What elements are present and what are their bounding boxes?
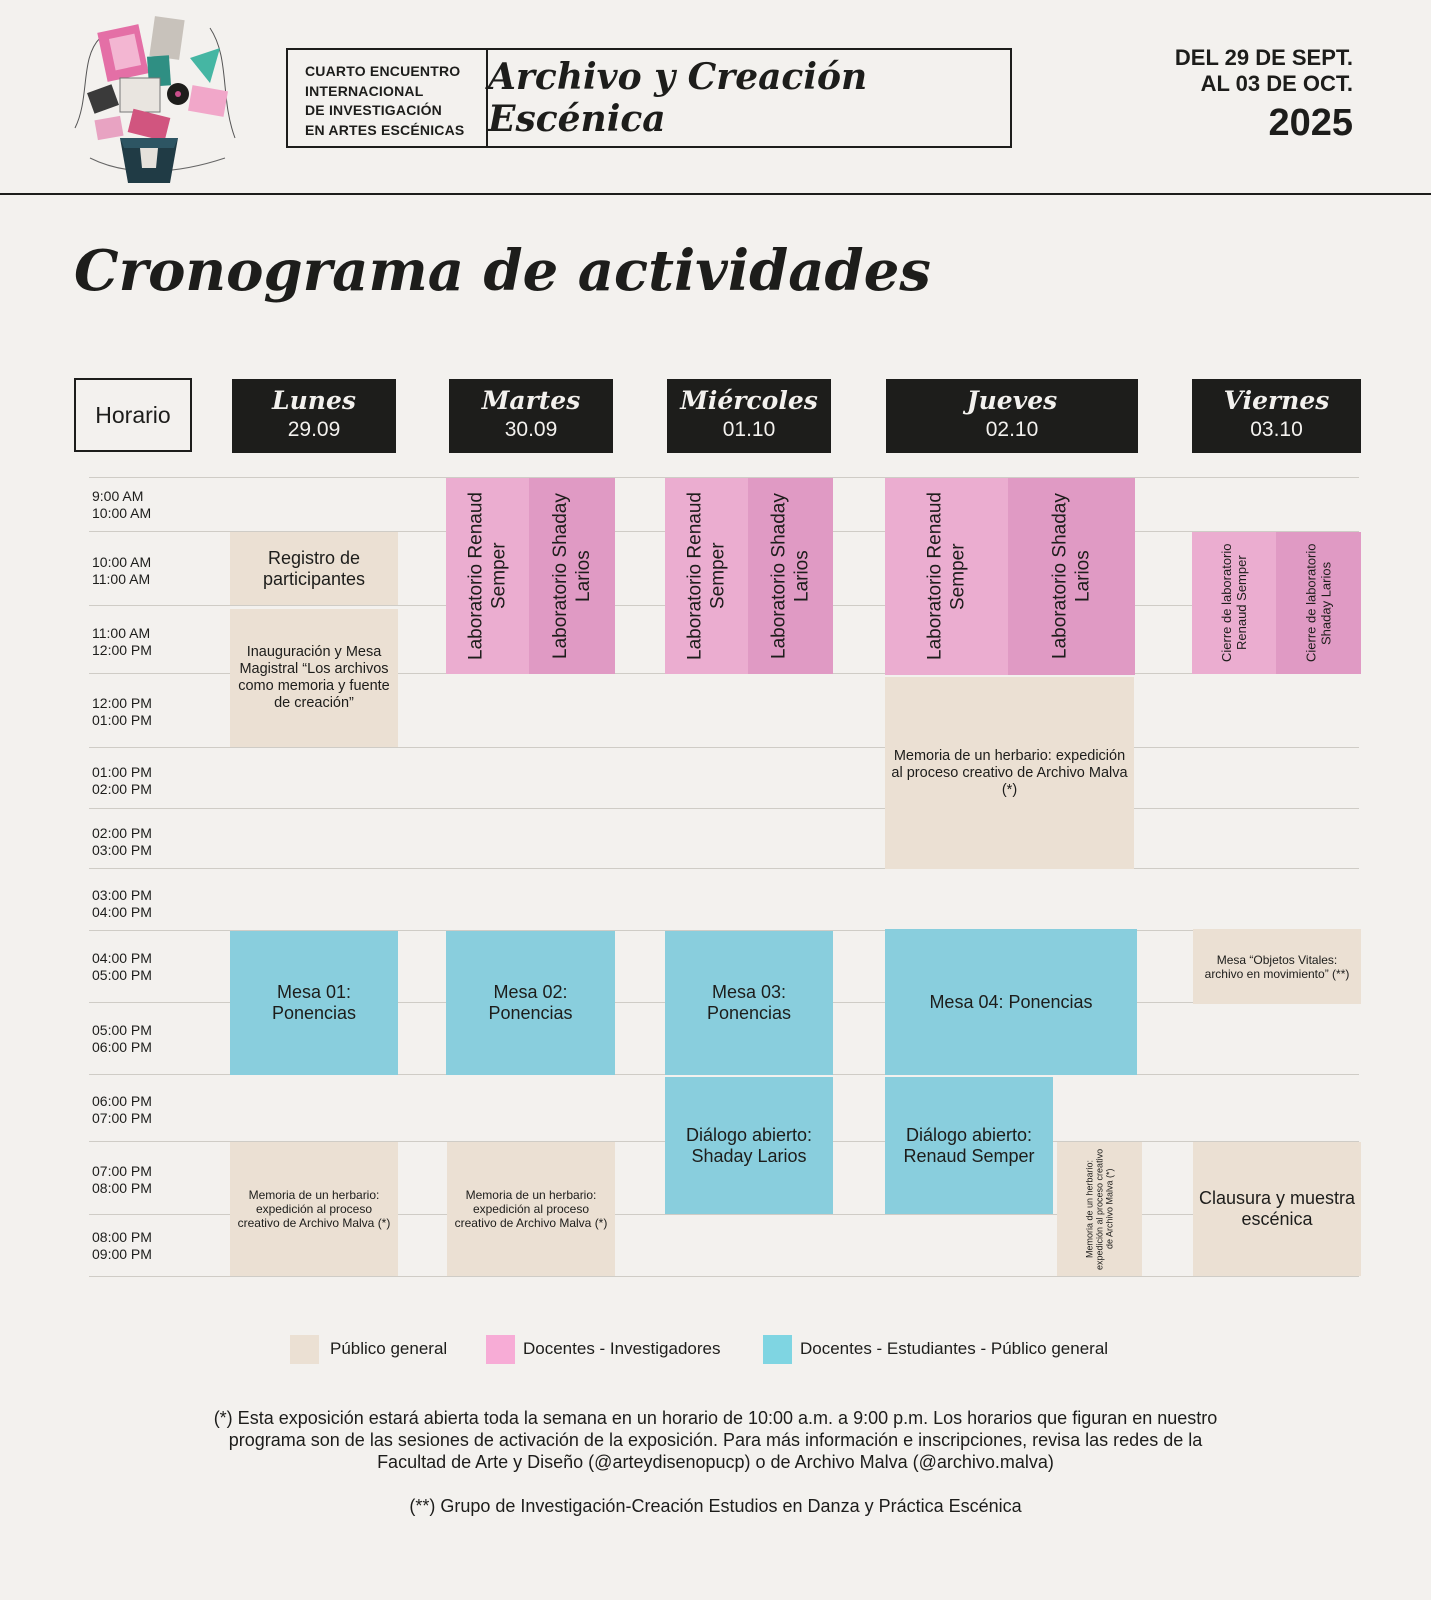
- time-slot: [92, 887, 152, 921]
- legend-swatch-publico-general: [290, 1335, 319, 1364]
- time-end: 11:00 AM: [92, 571, 151, 587]
- day-name: Martes: [481, 386, 581, 415]
- event-memoria-herbario: Memoria de un herbario: expedición al proceso creativo de Archivo Malva (*): [230, 1142, 398, 1276]
- time-slot: [92, 825, 152, 859]
- grid-line: [89, 808, 1359, 809]
- time-end: 06:00 PM: [92, 1039, 152, 1055]
- event-mesa-01: Mesa 01: Ponencias: [230, 931, 398, 1075]
- time-start: 04:00 PM: [92, 950, 152, 966]
- time-end: 09:00 PM: [92, 1246, 152, 1262]
- time-start: 01:00 PM: [92, 764, 152, 780]
- event-subtitle-line: INTERNACIONAL: [305, 82, 424, 99]
- day-name: Viernes: [1223, 386, 1330, 415]
- event-clausura: Clausura y muestra escénica: [1193, 1142, 1361, 1276]
- legend-label: Docentes - Estudiantes - Público general: [800, 1339, 1109, 1358]
- event-subtitle: [288, 50, 488, 146]
- time-slot: [92, 488, 151, 522]
- event-cierre-lab-renaud: Cierre de laboratorio Renaud Semper: [1192, 532, 1276, 674]
- grid-line: [89, 868, 1359, 869]
- event-lab-shaday: Laboratorio Shaday Larios: [529, 478, 615, 674]
- event-lab-shaday: Laboratorio Shaday Larios: [748, 478, 833, 674]
- event-lab-shaday: Laboratorio Shaday Larios: [1008, 478, 1135, 675]
- event-cierre-lab-shaday: Cierre de laboratorio Shaday Larios: [1276, 532, 1361, 674]
- time-start: 9:00 AM: [92, 488, 144, 504]
- time-end: 05:00 PM: [92, 967, 152, 983]
- footnote-line: (*) Esta exposición estará abierta toda la semana en un horario de 10:00 a.m. a 9:00 p.m. Los horarios que figuran en nuestro: [213, 1408, 1218, 1428]
- time-start: 03:00 PM: [92, 887, 152, 903]
- page-title: Cronograma de actividades: [74, 238, 931, 304]
- event-lab-renaud: Laboratorio Renaud Semper: [885, 478, 1008, 675]
- event-title: Archivo y Creación Escénica: [488, 56, 868, 140]
- time-slot: [92, 950, 152, 984]
- footnote-line: Facultad de Arte y Diseño (@arteydisenopucp) o de Archivo Malva (@archivo.malva): [377, 1452, 1054, 1472]
- time-slot: [92, 554, 151, 588]
- time-start: 06:00 PM: [92, 1093, 152, 1109]
- footnote-grupo-investigacion: (**) Grupo de Investigación-Creación Estudios en Danza y Práctica Escénica: [409, 1496, 1022, 1516]
- day-header-lunes: [232, 379, 396, 453]
- day-date: 30.09: [504, 418, 558, 441]
- time-start: 12:00 PM: [92, 695, 152, 711]
- event-dialogo-shaday: Diálogo abierto: Shaday Larios: [665, 1077, 833, 1214]
- event-collage-logo: [60, 8, 250, 188]
- legend-swatch-docentes-investigadores: [486, 1335, 515, 1364]
- time-slot: [92, 1093, 152, 1127]
- event-memoria-herbario: Memoria de un herbario: expedición al proceso creativo de Archivo Malva (*): [447, 1142, 615, 1276]
- time-end: 08:00 PM: [92, 1180, 152, 1196]
- time-start: 11:00 AM: [92, 625, 151, 641]
- time-end: 12:00 PM: [92, 642, 152, 658]
- event-subtitle-line: EN ARTES ESCÉNICAS: [305, 121, 465, 138]
- time-start: 10:00 AM: [92, 554, 152, 570]
- event-subtitle-line: DE INVESTIGACIÓN: [305, 102, 442, 118]
- day-name: Lunes: [272, 386, 356, 415]
- event-dates: [1175, 45, 1353, 147]
- date-range-end: AL 03 DE OCT.: [1200, 71, 1353, 96]
- time-slot: [92, 1022, 152, 1056]
- event-dialogo-renaud: Diálogo abierto: Renaud Semper: [885, 1077, 1053, 1214]
- time-start: 08:00 PM: [92, 1229, 152, 1245]
- event-year: 2025: [1268, 102, 1353, 144]
- time-start: 07:00 PM: [92, 1163, 152, 1179]
- event-inauguracion: Inauguración y Mesa Magistral “Los archivos como memoria y fuente de creación”: [230, 609, 398, 747]
- legend-label: Docentes - Investigadores: [523, 1339, 721, 1358]
- event-registro: Registro de participantes: [230, 532, 398, 605]
- legend-swatch-docentes-estudiantes: [763, 1335, 792, 1364]
- time-end: 03:00 PM: [92, 842, 152, 858]
- time-slot: [92, 764, 152, 798]
- time-end: 02:00 PM: [92, 781, 152, 797]
- footnote-exposicion: [0, 1407, 1431, 1473]
- day-date: 03.10: [1250, 418, 1303, 441]
- legend-label: Público general: [330, 1339, 448, 1358]
- event-subtitle-line: CUARTO ENCUENTRO: [305, 63, 461, 79]
- day-name: Miércoles: [680, 386, 818, 415]
- day-name: Jueves: [966, 386, 1058, 415]
- date-range-start: DEL 29 DE SEPT.: [1174, 45, 1353, 70]
- footnote-line: programa son de las sesiones de activación de la exposición. Para más información e inscripciones, revisa las redes de la: [228, 1430, 1203, 1450]
- day-date: 01.10: [722, 418, 776, 441]
- day-header-miercoles: [667, 379, 831, 453]
- event-mesa-03: Mesa 03: Ponencias: [665, 931, 833, 1075]
- time-slot: [92, 625, 152, 659]
- event-mesa-02: Mesa 02: Ponencias: [446, 931, 615, 1075]
- time-slot: [92, 1229, 152, 1263]
- time-end: 07:00 PM: [92, 1110, 152, 1126]
- horario-header: Horario: [74, 378, 192, 452]
- event-lab-renaud: Laboratorio Renaud Semper: [446, 478, 529, 674]
- time-start: 05:00 PM: [92, 1022, 152, 1038]
- grid-line: [89, 747, 1359, 748]
- day-header-viernes: [1192, 379, 1361, 453]
- day-date: 02.10: [985, 418, 1039, 441]
- header-divider: [0, 193, 1431, 195]
- event-mesa-objetos-vitales: Mesa “Objetos Vitales: archivo en movimiento” (**): [1193, 929, 1361, 1004]
- event-memoria-herbario: Memoria de un herbario: expedición al proceso creativo de Archivo Malva (*): [885, 677, 1134, 869]
- time-end: 04:00 PM: [92, 904, 152, 920]
- event-title-box: [286, 48, 1012, 148]
- event-memoria-herbario: Memoria de un herbario: expedición al proceso creativo de Archivo Malva (*): [1057, 1142, 1142, 1276]
- time-start: 02:00 PM: [92, 825, 152, 841]
- event-mesa-04: Mesa 04: Ponencias: [885, 929, 1137, 1075]
- grid-line: [89, 1276, 1359, 1277]
- time-end: 01:00 PM: [92, 712, 152, 728]
- day-date: 29.09: [287, 418, 341, 441]
- day-header-martes: [449, 379, 613, 453]
- time-end: 10:00 AM: [92, 505, 152, 521]
- day-header-jueves: [886, 379, 1138, 453]
- event-lab-renaud: Laboratorio Renaud Semper: [665, 478, 748, 674]
- time-slot: [92, 695, 152, 729]
- time-slot: [92, 1163, 152, 1197]
